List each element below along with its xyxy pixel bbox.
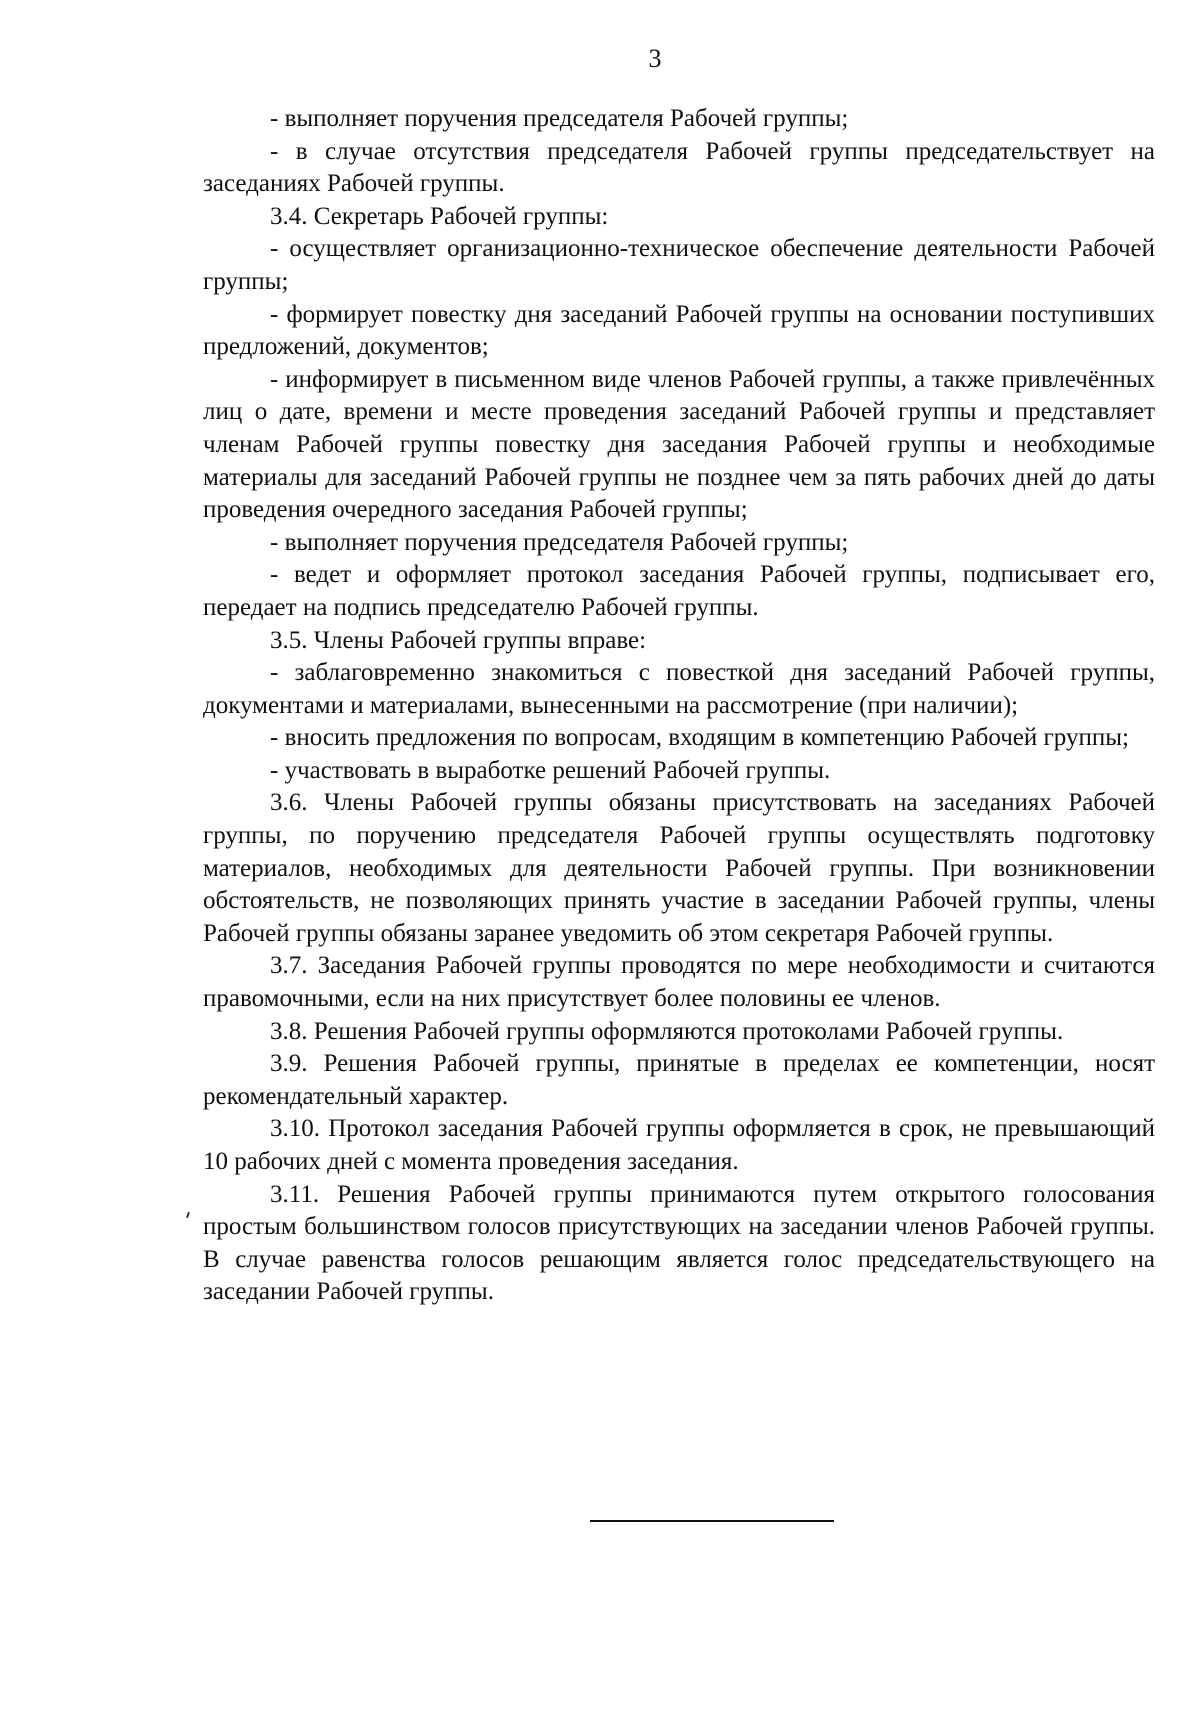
- paragraph-3-6: 3.6. Члены Рабочей группы обязаны присутствовать на заседаниях Рабочей группы, по поручению председателя Рабочей группы осуществлять подготовку материалов, необходимых для деятельности Рабочей группы. При возникновении обстоятельств, не позволяющих принять участие в заседании Рабочей группы, члены Рабочей группы обязаны заранее уведомить об этом секретаря Рабочей группы.: [203, 789, 1155, 947]
- paragraph-3-11: 3.11. Решения Рабочей группы принимаются путем открытого голосования простым большинством голосов присутствующих на заседании членов Рабочей группы. В случае равенства голосов решающим является голос председательствующего на заседании Рабочей группы.: [203, 1180, 1155, 1306]
- paragraph-3-7: 3.7. Заседания Рабочей группы проводятся по мере необходимости и считаются правомочными, если на них присутствует более половины ее членов.: [203, 952, 1155, 1013]
- paragraph-chair-deputy-duties: - выполняет поручения председателя Рабочей группы;: [270, 105, 849, 132]
- paragraph-secretary-minutes: - ведет и оформляет протокол заседания Рабочей группы, подписывает его, передает на подпись председателю Рабочей группы.: [203, 561, 1155, 621]
- paragraph-3-8: 3.8. Решения Рабочей группы оформляются протоколами Рабочей группы.: [270, 1017, 1064, 1045]
- paragraph-3-5-heading: 3.5. Члены Рабочей группы вправе:: [270, 626, 647, 654]
- document-body: [203, 103, 1155, 1309]
- paragraph-secretary-agenda: - формирует повестку дня заседаний Рабочей группы на основании поступивших предложений, документов;: [203, 300, 1155, 361]
- paragraph-members-review: - заблаговременно знакомиться с повесткой дня заседаний Рабочей группы, документами и материалами, вынесенными на рассмотрение (при наличии);: [203, 659, 1155, 719]
- paragraph-3-9: 3.9. Решения Рабочей группы, принятые в пределах ее компетенции, носят рекомендательный характер.: [203, 1050, 1155, 1110]
- page-number: 3: [648, 44, 662, 73]
- paragraph-secretary-support: - осуществляет организационно-техническое обеспечение деятельности Рабочей группы;: [203, 235, 1155, 295]
- paragraph-chair-deputy-presides: - в случае отсутствия председателя Рабочей группы председательствует на заседаниях Рабочей группы.: [203, 137, 1155, 198]
- end-of-document-rule: [590, 1520, 834, 1522]
- paragraph-members-propose: - вносить предложения по вопросам, входящим в компетенцию Рабочей группы;: [270, 724, 1129, 752]
- paragraph-secretary-instructions: - выполняет поручения председателя Рабочей группы;: [270, 528, 849, 556]
- paragraph-3-10: 3.10. Протокол заседания Рабочей группы оформляется в срок, не превышающий 10 рабочих дней с момента проведения заседания.: [203, 1115, 1155, 1175]
- paragraph-3-4-heading: 3.4. Секретарь Рабочей группы:: [270, 202, 609, 230]
- scan-mark: [186, 1212, 190, 1218]
- paragraph-secretary-informs: - информирует в письменном виде членов Рабочей группы, а также привлечённых лиц о дате, времени и месте проведения заседаний Рабочей группы и представляет членам Рабочей группы повестку дня заседания Рабочей группы и необходимые материалы для заседаний Рабочей группы не позднее чем за пять рабочих дней до даты проведения очередного заседания Рабочей группы;: [203, 365, 1155, 524]
- paragraph-members-participate: - участвовать в выработке решений Рабочей группы.: [270, 756, 831, 784]
